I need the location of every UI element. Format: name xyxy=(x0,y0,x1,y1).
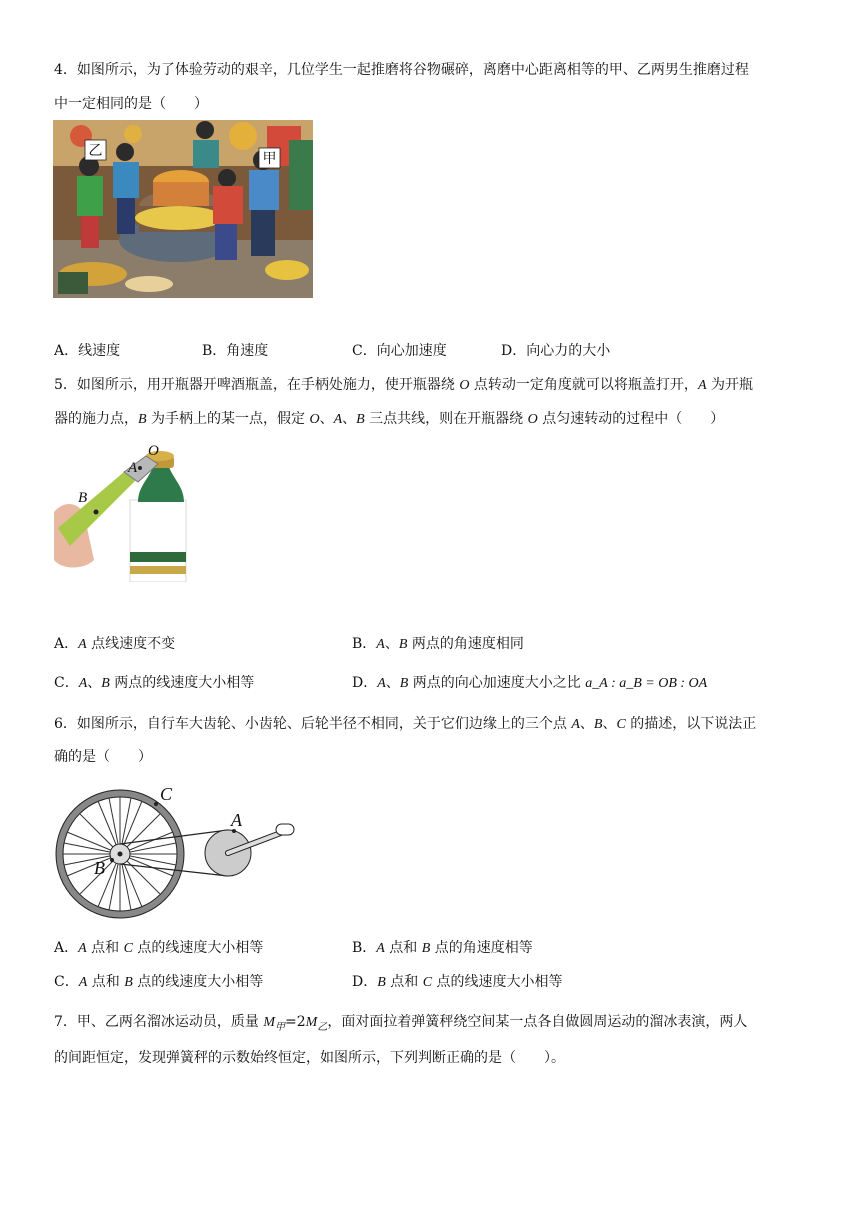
option-text: 、 xyxy=(384,636,399,652)
q6-text: 、 xyxy=(579,716,594,732)
acceleration-ratio-formula: a_A : a_B = OB : OA xyxy=(585,676,708,691)
label-yi: 乙 xyxy=(88,143,103,159)
option-prefix: C． xyxy=(54,675,79,691)
option-text: 点的线速度大小相等 xyxy=(432,974,563,990)
q6-option-d xyxy=(352,972,563,993)
q5-option-b xyxy=(352,634,524,655)
label-a: A xyxy=(231,810,242,830)
q5-text: 、 xyxy=(342,411,357,427)
label-b: B xyxy=(78,490,88,506)
q7-text: =2 xyxy=(285,1014,306,1030)
option-prefix: A． xyxy=(54,636,79,652)
var-a: A xyxy=(697,378,707,393)
q6-stem-line1 xyxy=(54,714,756,735)
option-text: 、 xyxy=(87,675,102,691)
option-text: 点线速度不变 xyxy=(86,636,176,652)
millstone-illustration xyxy=(53,120,313,298)
var-c: C xyxy=(123,941,133,956)
option-text: 点的线速度大小相等 xyxy=(132,940,264,956)
var-b: B xyxy=(138,412,147,427)
q7-text: ，面对面拉着弹簧秤绕空间某一点各自做圆周运动的溜冰表演，两人 xyxy=(327,1014,748,1030)
q5-stem-line1 xyxy=(54,375,753,396)
q5-text: 5．如图所示，用开瓶器开啤酒瓶盖，在手柄处施力，使开瓶器绕 xyxy=(54,377,460,393)
var-m: M xyxy=(305,1015,318,1030)
option-prefix: D． xyxy=(352,675,378,691)
var-b: B xyxy=(101,676,110,691)
var-a: A xyxy=(377,676,386,691)
q4-option-b: B．角速度 xyxy=(202,343,269,359)
q5-option-c xyxy=(54,673,254,694)
option-prefix: B． xyxy=(352,636,377,652)
q5-text: 器的施力点， xyxy=(54,411,138,427)
var-o: O xyxy=(309,412,320,427)
label-jia: 甲 xyxy=(262,151,277,167)
q5-text: 为开瓶 xyxy=(706,377,753,393)
subscript-jia: 甲 xyxy=(275,1021,286,1033)
q4-stem-line1: 4．如图所示，为了体验劳动的艰辛，几位学生一起推磨将谷物碾碎，离磨中心距离相等的甲、乙两男生推磨过程 xyxy=(54,62,749,78)
var-b: B xyxy=(377,975,386,990)
label-b: B xyxy=(94,858,105,878)
q7-stem-line1 xyxy=(54,1012,747,1038)
var-a: A xyxy=(78,941,87,956)
q6-option-a xyxy=(54,938,263,959)
q7-text: 7．甲、乙两名溜冰运动员，质量 xyxy=(54,1014,264,1030)
option-text: 两点的线速度大小相等 xyxy=(109,675,255,691)
label-a: A xyxy=(128,460,138,476)
option-prefix: B． xyxy=(352,940,377,956)
q5-text: 为手柄上的某一点，假定 xyxy=(146,411,310,427)
q4-option-d: D．向心力的大小 xyxy=(501,343,611,359)
option-text: 两点的向心加速度大小之比 xyxy=(408,675,586,691)
q5-text: 点匀速转动的过程中（ ） xyxy=(537,411,725,427)
label-c: C xyxy=(160,784,173,804)
bottle-opener-illustration xyxy=(54,442,194,582)
option-text: 点的线速度大小相等 xyxy=(132,974,264,990)
q5-option-d xyxy=(352,673,707,694)
var-b: B xyxy=(124,975,133,990)
var-b: B xyxy=(593,717,603,732)
q6-text: 、 xyxy=(602,716,617,732)
var-a: A xyxy=(376,941,385,956)
var-c: C xyxy=(422,975,433,990)
var-a: A xyxy=(78,637,87,652)
var-a: A xyxy=(78,676,88,691)
bicycle-wheel-diagram xyxy=(54,780,304,920)
var-a: A xyxy=(571,717,580,732)
q6-option-c xyxy=(54,972,263,993)
q5-text: 三点共线，则在开瓶器绕 xyxy=(364,411,528,427)
q5-text: 点转动一定角度就可以将瓶盖打开， xyxy=(469,377,698,393)
var-a: A xyxy=(376,637,385,652)
option-text: 、 xyxy=(385,675,400,691)
q4-option-c: C．向心加速度 xyxy=(352,343,447,359)
q6-text: 6．如图所示，自行车大齿轮、小齿轮、后轮半径不相同，关于它们边缘上的三个点 xyxy=(54,716,572,732)
var-a: A xyxy=(333,412,343,427)
label-o: O xyxy=(148,443,159,459)
var-o: O xyxy=(459,378,470,393)
option-prefix: A． xyxy=(54,940,79,956)
option-text: 点和 xyxy=(385,974,423,990)
var-a: A xyxy=(78,975,88,990)
var-b: B xyxy=(356,412,365,427)
q7-stem-line2: 的间距恒定，发现弹簧秤的示数始终恒定，如图所示，下列判断正确的是（ ）。 xyxy=(54,1050,565,1066)
q6-stem-line2: 确的是（ ） xyxy=(54,749,152,765)
q5-stem-line2 xyxy=(54,409,724,430)
var-b: B xyxy=(399,676,409,691)
option-text: 点和 xyxy=(86,940,124,956)
var-b: B xyxy=(398,637,408,652)
option-prefix: C． xyxy=(54,974,79,990)
option-text: 点和 xyxy=(87,974,125,990)
option-prefix: D． xyxy=(352,974,378,990)
q6-text: 的描述，以下说法正 xyxy=(625,716,757,732)
option-text: 点的角速度相等 xyxy=(430,940,533,956)
q5-option-a xyxy=(54,634,175,655)
q5-text: 、 xyxy=(319,411,334,427)
option-text: 点和 xyxy=(384,940,422,956)
var-o: O xyxy=(527,412,538,427)
q4-stem-line2: 中一定相同的是（ ） xyxy=(54,96,208,112)
q4-option-a: A．线速度 xyxy=(54,343,121,359)
var-b: B xyxy=(421,941,431,956)
var-c: C xyxy=(616,717,626,732)
var-m: M xyxy=(263,1015,276,1030)
subscript-yi: 乙 xyxy=(317,1021,328,1033)
option-text: 两点的角速度相同 xyxy=(407,636,524,652)
q6-option-b xyxy=(352,938,533,959)
